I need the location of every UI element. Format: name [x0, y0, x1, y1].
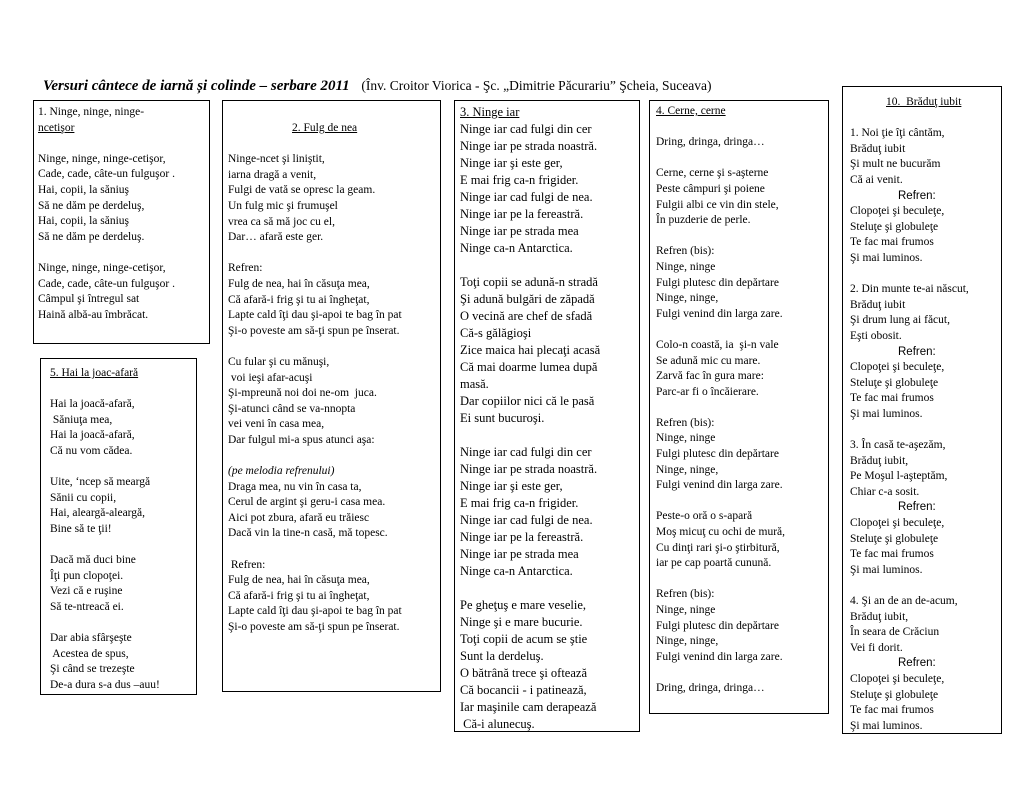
song-line: Uite, ‘ncep să meargă [50, 476, 151, 489]
song-line: Fulgi venind din larga zare. [656, 650, 783, 663]
song-line: 10. Brăduţ iubit [886, 96, 962, 108]
song-line: Fulg de nea, hai în căsuţa mea, [228, 277, 370, 290]
song-line [228, 542, 440, 558]
song-line: Ninge, ninge, [656, 292, 719, 305]
song-line: Te fac mai frumos [850, 704, 934, 717]
song-line: Ninge-ncet şi liniştit, [228, 153, 325, 166]
song-line: Hai la joacă-afară, [50, 429, 135, 442]
song-line: Că-i alunecuş. [460, 717, 535, 731]
song-line: Săniuţa mea, [50, 413, 113, 426]
song-line: Ninge şi e mare bucurie. [460, 615, 583, 629]
song-line: În puzderie de perle. [656, 214, 751, 227]
song-line: Refren (bis): [656, 416, 715, 429]
song-line: Pe Moşul l-aşteptăm, [850, 470, 948, 483]
song-10-braduț-iubit [850, 95, 1000, 734]
song-line: Refren: [898, 501, 936, 514]
song-line: Ninge iar pe strada mea [460, 224, 579, 238]
song-line: Ninge iar pe strada noastră. [460, 462, 598, 476]
song-line: Fulgi plutesc din depărtare [656, 448, 779, 461]
song-line: Că mai doarme lumea după [460, 360, 598, 374]
song-line: Clopoţei şi beculeţe, [850, 672, 945, 685]
song-line: Şi drum lung ai făcut, [850, 314, 950, 327]
song-line: Steluţe şi globuleţe [850, 532, 939, 545]
song-line: Fulgii albi ce vin din stele, [656, 198, 779, 211]
song-line: Colo-n coastă, ia şi-n vale [656, 338, 779, 351]
song-line [656, 665, 828, 681]
song-line [850, 422, 1000, 438]
song-line: Ninge iar cad fulgi din cer [460, 445, 592, 459]
song-line: Cu dinţi rari şi-o ştirbitură, [656, 541, 780, 554]
song-line [50, 382, 196, 398]
song-line: Ninge ca-n Antarctica. [460, 564, 573, 578]
song-line [228, 339, 440, 355]
song-line: Chiar c-a sosit. [850, 485, 920, 498]
song-line: Te fac mai frumos [850, 392, 934, 405]
song-line: Refren: [228, 262, 263, 275]
song-line: Vei fi dorit. [850, 641, 903, 654]
song-line: Hai, copii, la săniuş [38, 183, 130, 196]
song-line: 4. Cerne, cerne [656, 105, 726, 117]
song-line: Şi adună bulgări de zăpadă [460, 292, 595, 306]
song-line: Draga mea, nu vin în casa ta, [228, 480, 362, 493]
song-line: Că afară-i frig şi tu ai îngheţat, [228, 293, 370, 306]
song-line: ncetişor [38, 121, 75, 134]
song-line: 2. Fulg de nea [292, 122, 358, 134]
song-line: Ninge, ninge, ninge-cetişor, [38, 152, 166, 165]
song-line: Ninge, ninge [656, 260, 716, 273]
song-line: Steluţe şi globuleţe [850, 220, 939, 233]
song-line: E mai frig ca-n frigider. [460, 173, 579, 187]
song-line: Fulgi de vată se opresc la geam. [228, 184, 376, 197]
song-line [656, 120, 828, 136]
song-line: Că ai venit. [850, 173, 903, 186]
song-line: Iar maşinile cam derapează [460, 700, 597, 714]
song-line: O bătrână trece şi oftează [460, 666, 588, 680]
song-line: Te fac mai frumos [850, 236, 934, 249]
song-line [656, 572, 828, 588]
song-line: Că afară-i frig şi tu ai îngheţat, [228, 589, 370, 602]
song-line: Că bocancii - i patinează, [460, 683, 587, 697]
song-line: Şi mult ne bucurăm [850, 158, 941, 171]
song-line: Brăduţ iubit, [850, 610, 909, 623]
song-line: Ninge iar şi este ger, [460, 156, 563, 170]
song-line: masă. [460, 377, 489, 391]
song-line: Pe gheţuş e mare veselie, [460, 598, 586, 612]
song-line: vei veni în casa mea, [228, 418, 325, 431]
song-line: Să ne dăm pe derdeluş, [38, 199, 145, 212]
song-line: Dar… afară este ger. [228, 231, 324, 244]
song-line: Refren (bis): [656, 588, 715, 601]
song-line: Ninge, ninge, [656, 463, 719, 476]
song-line: Zice maica hai plecaţi acasă [460, 343, 601, 357]
song-line: Ninge, ninge [656, 432, 716, 445]
song-line: Un fulg mic şi frumuşel [228, 199, 338, 212]
song-line: Eşti obosit. [850, 329, 902, 342]
song-line [228, 137, 440, 153]
song-line: Hai la joacă-afară, [50, 398, 135, 411]
song-line: Ninge iar cad fulgi din cer [460, 122, 592, 136]
document-title: Versuri cântece de iarnă și colinde – serbare 2011 [43, 78, 350, 94]
song-line [50, 538, 196, 554]
song-line: Bine să te ţii! [50, 522, 112, 535]
song-line: Te fac mai frumos [850, 548, 934, 561]
song-line: Toţi copii se adună-n stradă [460, 275, 598, 289]
song-line: Ninge iar pe strada noastră. [460, 139, 598, 153]
song-line: Şi când se trezeşte [50, 663, 135, 676]
song-line: Ninge iar pe la fereastră. [460, 530, 584, 544]
song-line: Fulgi plutesc din depărtare [656, 619, 779, 632]
song-line: Dacă mă duci bine [50, 554, 136, 567]
document-author: (Înv. Croitor Viorica - Şc. „Dimitrie Păcurariu” Şcheia, Suceava) [361, 78, 712, 93]
song-line [38, 245, 208, 261]
song-line: Moş micuţ cu ochi de mură, [656, 526, 786, 539]
song-line: E mai frig ca-n frigider. [460, 496, 579, 510]
song-line: Toţi copii de acum se ştie [460, 632, 588, 646]
song-line: De-a dura s-a dus –auu! [50, 678, 160, 691]
song-line: Ninge iar pe la fereastră. [460, 207, 584, 221]
song-line [38, 136, 208, 152]
song-line: Dacă vin la tine-n casă, mă topesc. [228, 527, 388, 540]
song-line [656, 494, 828, 510]
song-line: Ninge iar pe strada mea [460, 547, 579, 561]
song-line: 3. În casă te-aşezăm, [850, 439, 946, 452]
song-5-hai-la-joac [50, 366, 196, 693]
song-line: Sunt la derdeluş. [460, 649, 544, 663]
song-3-ninge-iar [460, 104, 638, 733]
song-line: 5. Hai la joac-afară [50, 367, 139, 379]
song-line: iar pe cap poartă cunună. [656, 557, 772, 570]
song-line: Să ne dăm pe derdeluş. [38, 230, 145, 243]
song-line: voi ieşi afar-acuşi [228, 371, 313, 384]
song-line [228, 448, 440, 464]
song-line [656, 400, 828, 416]
song-line: 1. Ninge, ninge, ninge- [38, 106, 145, 118]
song-line: Brăduţ iubit, [850, 454, 909, 467]
song-line: Sănii cu copii, [50, 491, 117, 504]
song-line [656, 322, 828, 338]
song-line: Clopoţei şi beculeţe, [850, 361, 945, 374]
song-line: Dar abia sfârşeşte [50, 632, 132, 645]
song-line: Brăduţ iubit [850, 142, 906, 155]
song-line: Hai, copii, la săniuş [38, 215, 130, 228]
song-line: Şi-atunci când se va-nnopta [228, 402, 356, 415]
song-line: Dring, dringa, dringa… [656, 681, 765, 694]
song-line: 1. Noi ţie îţi cântăm, [850, 127, 945, 140]
song-line: iarna dragă a venit, [228, 168, 317, 181]
song-line: vrea ca să mă joc cu el, [228, 215, 335, 228]
song-line: Ninge, ninge, ninge-cetişor, [38, 261, 166, 274]
song-line: Ninge, ninge, [656, 635, 719, 648]
song-line: Ninge iar cad fulgi de nea. [460, 190, 593, 204]
song-line: Fulgi plutesc din depărtare [656, 276, 779, 289]
song-line: Şi mai luminos. [850, 251, 923, 264]
song-line [50, 616, 196, 632]
song-line: Şi-mpreună noi doi ne-om juca. [228, 387, 377, 400]
song-line: Cade, cade, câte-un fulguşor . [38, 168, 175, 181]
song-line: Şi mai luminos. [850, 563, 923, 576]
song-line: Haină albă-au îmbrăcat. [38, 308, 149, 321]
song-line: Cade, cade, câte-un fulguşor . [38, 277, 175, 290]
song-line: Că nu vom cădea. [50, 444, 133, 457]
song-line [850, 111, 1000, 127]
song-line: Cerne, cerne şi s-aşterne [656, 167, 769, 180]
document-header [43, 78, 712, 95]
song-line: Ei sunt bucuroşi. [460, 411, 545, 425]
song-line: Dar fulgul mi-a spus atunci aşa: [228, 433, 375, 446]
song-line: 3. Ninge iar [460, 105, 520, 119]
song-1-ninge-ninge [38, 105, 208, 323]
song-line: Şi mai luminos. [850, 719, 923, 732]
song-line [460, 257, 638, 274]
song-line: Peste câmpuri şi poiene [656, 182, 765, 195]
song-line: Fulg de nea, hai în căsuţa mea, [228, 574, 370, 587]
song-line: Clopoţei şi beculeţe, [850, 205, 945, 218]
song-line: Brăduţ iubit [850, 298, 906, 311]
song-line: Peste-o oră o s-apară [656, 510, 753, 523]
song-line: Clopoţei şi beculeţe, [850, 517, 945, 530]
song-line: Refren (bis): [656, 245, 715, 258]
song-line: Lapte cald îţi dau şi-apoi te bag în pat [228, 605, 402, 618]
song-line [850, 578, 1000, 594]
song-line: Dar copiilor nici că le pasă [460, 394, 595, 408]
song-line: Refren: [898, 189, 936, 202]
song-line: Fulgi venind din larga zare. [656, 479, 783, 492]
song-line [850, 267, 1000, 283]
song-line: Refren: [898, 657, 936, 670]
song-line: Aici pot zbura, afară eu trăiesc [228, 511, 370, 524]
song-line: Acestea de spus, [50, 647, 129, 660]
song-line: Cerul de argint şi geru-i casa mea. [228, 496, 386, 509]
song-line: Câmpul şi întregul sat [38, 293, 140, 306]
song-line: Şi-o poveste am să-ţi spun pe înserat. [228, 324, 400, 337]
song-line: Hai, aleargă-aleargă, [50, 507, 146, 520]
song-line: Că-s gălăgioşi [460, 326, 532, 340]
song-line: Dring, dringa, dringa… [656, 136, 765, 149]
song-line: În seara de Crăciun [850, 626, 940, 639]
song-4-cerne-cerne [656, 104, 828, 697]
song-line: Zarvă fac în gura mare: [656, 370, 764, 383]
song-line: Ninge ca-n Antarctica. [460, 241, 573, 255]
song-line [460, 427, 638, 444]
song-line: Să te-ntreacă ei. [50, 600, 124, 613]
song-line: Şi mai luminos. [850, 407, 923, 420]
song-line [460, 580, 638, 597]
song-line: Îţi pun clopoţei. [50, 569, 124, 582]
song-line: Ninge iar cad fulgi de nea. [460, 513, 593, 527]
song-line: Steluţe şi globuleţe [850, 688, 939, 701]
song-line: Ninge, ninge [656, 604, 716, 616]
song-line: Vezi că e ruşine [50, 585, 123, 598]
song-line: 2. Din munte te-ai născut, [850, 283, 969, 296]
song-line [50, 460, 196, 476]
song-line [656, 229, 828, 245]
song-line: Se adună mic cu mare. [656, 354, 761, 367]
song-line: Fulgi venind din larga zare. [656, 307, 783, 320]
song-line [228, 246, 440, 262]
song-line: Lapte cald îţi dau şi-apoi te bag în pat [228, 309, 402, 322]
song-line: Steluţe şi globuleţe [850, 376, 939, 389]
song-2-fulg-de-nea [228, 121, 440, 636]
song-line: Şi-o poveste am să-ţi spun pe înserat. [228, 621, 400, 633]
song-line: Refren: [898, 345, 936, 358]
song-line: (pe melodia refrenului) [228, 465, 335, 478]
song-line: O vecină are chef de sfadă [460, 309, 593, 323]
song-line: 4. Şi an de an de-acum, [850, 595, 958, 607]
song-line: Cu fular şi cu mănuşi, [228, 355, 330, 368]
song-line: Ninge iar şi este ger, [460, 479, 563, 493]
song-line [656, 151, 828, 167]
song-line: Parc-ar fi o încăierare. [656, 385, 759, 398]
song-line: Refren: [228, 558, 266, 571]
